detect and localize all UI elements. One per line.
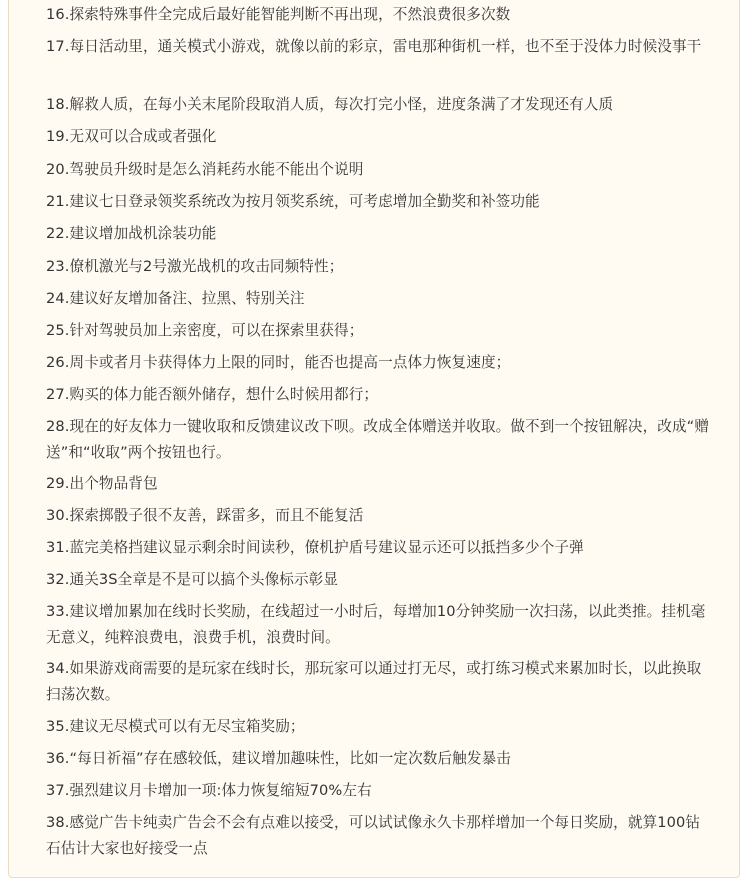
list-item: 34.如果游戏商需要的是玩家在线时长，那玩家可以通过打无尽，或打练习模式来累加时长，以此换取扫荡次数。 <box>46 660 702 703</box>
list-item: 26.周卡或者月卡获得体力上限的同时，能否也提高一点体力恢复速度； <box>46 354 511 371</box>
list-item: 30.探索掷骰子很不友善，踩雷多，而且不能复活 <box>46 507 364 524</box>
list-item: 36.“每日祈福”存在感较低，建议增加趣味性，比如一定次数后触发暴击 <box>46 750 511 767</box>
list-item: 17.每日活动里，通关模式小游戏，就像以前的彩京，雷电那种街机一样，也不至于没体力时候没事干 <box>46 38 702 55</box>
list-item: 37.强烈建议月卡增加一项:体力恢复缩短70%左右 <box>46 782 372 799</box>
list-item: 19.无双可以合成或者强化 <box>46 128 217 145</box>
list-item: 28.现在的好友体力一键收取和反馈建议改下呗。改成全体赠送并收取。做不到一个按钮解决，改成“赠送”和“收取”两个按钮也行。 <box>46 418 710 461</box>
list-item: 32.通关3S全章是不是可以搞个头像标示彰显 <box>46 571 339 588</box>
list-item: 23.僚机激光与2号激光战机的攻击同频特性； <box>46 258 344 275</box>
list-item: 21.建议七日登录领奖系统改为按月领奖系统，可考虑增加全勤奖和补签功能 <box>46 193 540 210</box>
list-item: 24.建议好友增加备注、拉黑、特别关注 <box>46 290 305 307</box>
list-item: 25.针对驾驶员加上亲密度，可以在探索里获得； <box>46 322 364 339</box>
list-item: 31.蓝完美格挡建议显示剩余时间读秒，僚机护盾号建议显示还可以抵挡多少个子弹 <box>46 539 584 556</box>
list-item: 33.建议增加累加在线时长奖励，在线超过一小时后，每增加10分钟奖励一次扫荡，以此类推。挂机毫无意义，纯粹浪费电，浪费手机，浪费时间。 <box>46 603 706 646</box>
list-item: 16.探索特殊事件全完成后最好能智能判断不再出现，不然浪费很多次数 <box>46 6 511 23</box>
list-item: 38.感觉广告卡纯卖广告会不会有点难以接受，可以试试像永久卡那样增加一个每日奖励，就算100钻石估计大家也好接受一点 <box>46 814 701 857</box>
list-item: 35.建议无尽模式可以有无尽宝箱奖励； <box>46 718 305 735</box>
list-item: 22.建议增加战机涂装功能 <box>46 225 217 242</box>
list-item: 27.购买的体力能否额外储存，想什么时候用都行； <box>46 386 379 403</box>
list-item: 20.驾驶员升级时是怎么消耗药水能不能出个说明 <box>46 161 364 178</box>
list-item: 29.出个物品背包 <box>46 475 158 492</box>
list-item: 18.解救人质，在每小关末尾阶段取消人质，每次打完小怪，进度条满了才发现还有人质 <box>46 96 614 113</box>
